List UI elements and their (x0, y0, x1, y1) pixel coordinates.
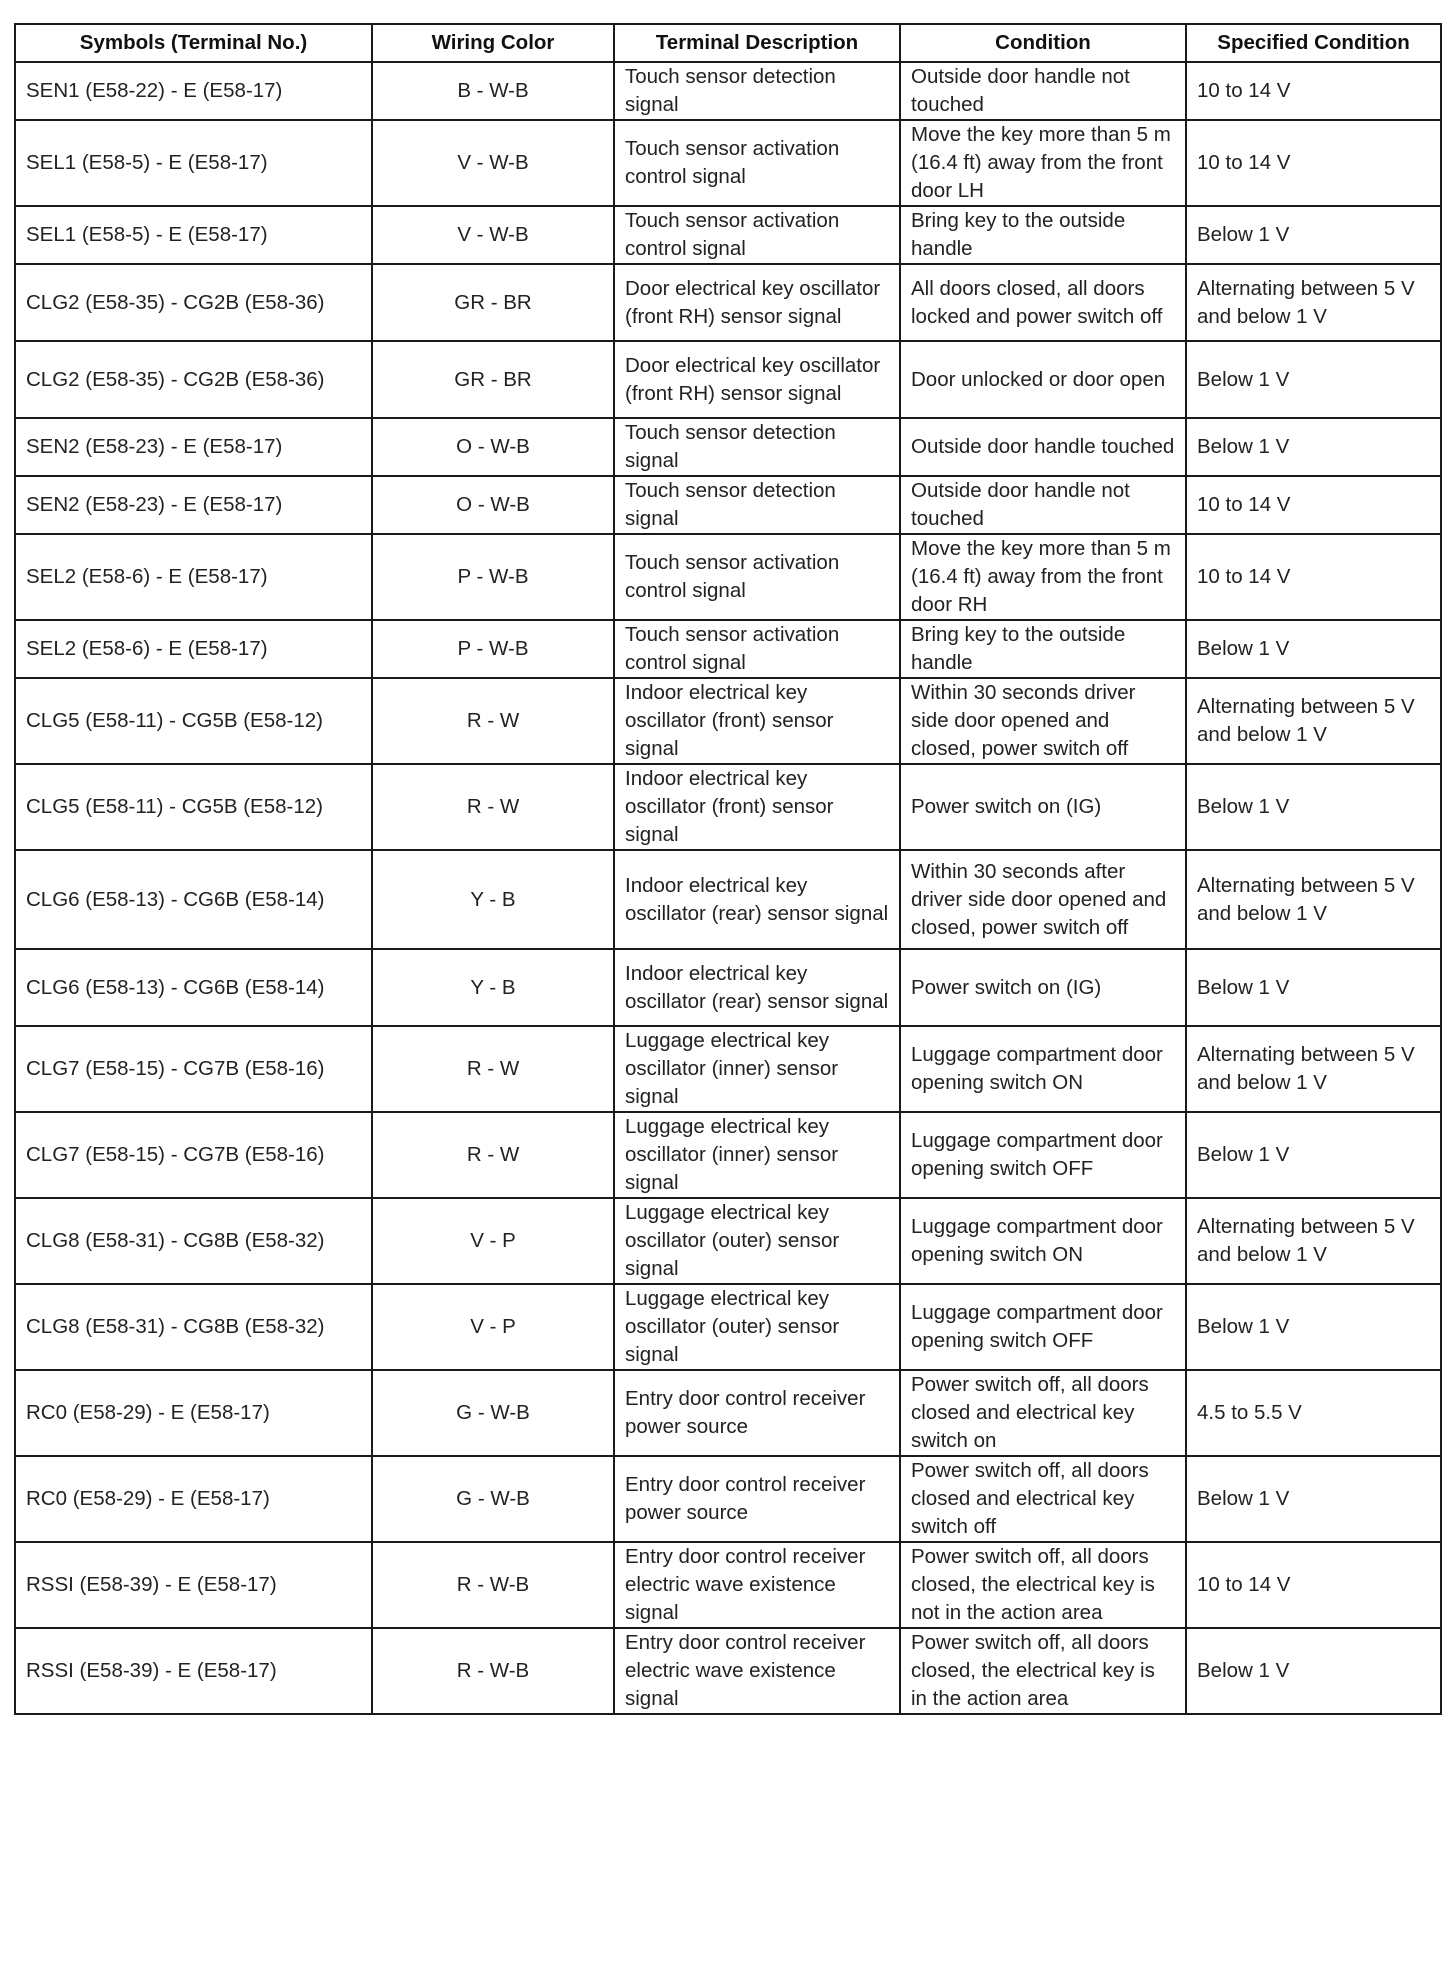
cell-specified-condition: 10 to 14 V (1186, 476, 1441, 534)
cell-wiring-color: Y - B (372, 850, 614, 949)
table-row (15, 1198, 1441, 1284)
table-row (15, 476, 1441, 534)
terminal-spec-table (14, 23, 1442, 1715)
cell-condition: Power switch on (IG) (900, 764, 1186, 850)
cell-wiring-color: GR - BR (372, 264, 614, 341)
cell-condition: Within 30 seconds after driver side door opened and closed, power switch off (900, 850, 1186, 949)
cell-specified-condition: Below 1 V (1186, 341, 1441, 418)
cell-specified-condition: 10 to 14 V (1186, 534, 1441, 620)
cell-condition: Luggage compartment door opening switch OFF (900, 1284, 1186, 1370)
cell-symbols: RSSI (E58-39) - E (E58-17) (15, 1542, 372, 1628)
cell-symbols: CLG6 (E58-13) - CG6B (E58-14) (15, 850, 372, 949)
cell-wiring-color: O - W-B (372, 476, 614, 534)
cell-terminal-description: Luggage electrical key oscillator (inner) sensor signal (614, 1112, 900, 1198)
cell-symbols: SEL1 (E58-5) - E (E58-17) (15, 206, 372, 264)
cell-symbols: SEN2 (E58-23) - E (E58-17) (15, 418, 372, 476)
cell-terminal-description: Door electrical key oscillator (front RH) sensor signal (614, 341, 900, 418)
table-row (15, 678, 1441, 764)
cell-condition: Power switch on (IG) (900, 949, 1186, 1026)
cell-wiring-color: B - W-B (372, 62, 614, 120)
cell-specified-condition: Alternating between 5 V and below 1 V (1186, 264, 1441, 341)
cell-terminal-description: Touch sensor activation control signal (614, 534, 900, 620)
cell-specified-condition: Below 1 V (1186, 620, 1441, 678)
table-header (15, 24, 1441, 62)
cell-terminal-description: Entry door control receiver power source (614, 1370, 900, 1456)
header-wiring-color: Wiring Color (372, 24, 614, 62)
cell-symbols: CLG5 (E58-11) - CG5B (E58-12) (15, 678, 372, 764)
cell-symbols: RSSI (E58-39) - E (E58-17) (15, 1628, 372, 1714)
cell-symbols: SEL2 (E58-6) - E (E58-17) (15, 534, 372, 620)
cell-wiring-color: V - W-B (372, 120, 614, 206)
table-row (15, 206, 1441, 264)
cell-symbols: SEN1 (E58-22) - E (E58-17) (15, 62, 372, 120)
cell-terminal-description: Indoor electrical key oscillator (front) sensor signal (614, 764, 900, 850)
cell-specified-condition: 10 to 14 V (1186, 120, 1441, 206)
cell-condition: All doors closed, all doors locked and power switch off (900, 264, 1186, 341)
cell-terminal-description: Luggage electrical key oscillator (inner) sensor signal (614, 1026, 900, 1112)
cell-terminal-description: Touch sensor activation control signal (614, 620, 900, 678)
cell-wiring-color: Y - B (372, 949, 614, 1026)
cell-condition: Power switch off, all doors closed and electrical key switch off (900, 1456, 1186, 1542)
cell-symbols: CLG2 (E58-35) - CG2B (E58-36) (15, 341, 372, 418)
table-row (15, 1112, 1441, 1198)
terminal-spec-sheet (14, 23, 1440, 1715)
cell-terminal-description: Indoor electrical key oscillator (rear) sensor signal (614, 850, 900, 949)
cell-wiring-color: G - W-B (372, 1370, 614, 1456)
cell-condition: Luggage compartment door opening switch ON (900, 1198, 1186, 1284)
cell-condition: Power switch off, all doors closed, the electrical key is not in the action area (900, 1542, 1186, 1628)
cell-condition: Outside door handle touched (900, 418, 1186, 476)
cell-wiring-color: V - P (372, 1198, 614, 1284)
table-row (15, 62, 1441, 120)
table-row (15, 949, 1441, 1026)
cell-terminal-description: Indoor electrical key oscillator (front) sensor signal (614, 678, 900, 764)
cell-condition: Bring key to the outside handle (900, 620, 1186, 678)
table-row (15, 1542, 1441, 1628)
cell-condition: Within 30 seconds driver side door opened and closed, power switch off (900, 678, 1186, 764)
cell-symbols: CLG8 (E58-31) - CG8B (E58-32) (15, 1284, 372, 1370)
cell-specified-condition: 10 to 14 V (1186, 62, 1441, 120)
cell-specified-condition: Alternating between 5 V and below 1 V (1186, 850, 1441, 949)
table-row (15, 1628, 1441, 1714)
cell-condition: Bring key to the outside handle (900, 206, 1186, 264)
cell-symbols: CLG7 (E58-15) - CG7B (E58-16) (15, 1026, 372, 1112)
table-row (15, 1026, 1441, 1112)
cell-condition: Outside door handle not touched (900, 62, 1186, 120)
table-row (15, 1370, 1441, 1456)
cell-wiring-color: R - W (372, 764, 614, 850)
cell-condition: Luggage compartment door opening switch OFF (900, 1112, 1186, 1198)
cell-symbols: CLG5 (E58-11) - CG5B (E58-12) (15, 764, 372, 850)
table-row (15, 418, 1441, 476)
cell-wiring-color: GR - BR (372, 341, 614, 418)
cell-wiring-color: P - W-B (372, 620, 614, 678)
cell-condition: Luggage compartment door opening switch ON (900, 1026, 1186, 1112)
table-row (15, 341, 1441, 418)
cell-condition: Move the key more than 5 m (16.4 ft) away from the front door LH (900, 120, 1186, 206)
cell-wiring-color: R - W (372, 1112, 614, 1198)
cell-condition: Outside door handle not touched (900, 476, 1186, 534)
cell-specified-condition: Below 1 V (1186, 1628, 1441, 1714)
cell-wiring-color: R - W (372, 1026, 614, 1112)
cell-symbols: CLG2 (E58-35) - CG2B (E58-36) (15, 264, 372, 341)
table-row (15, 620, 1441, 678)
cell-terminal-description: Entry door control receiver power source (614, 1456, 900, 1542)
cell-wiring-color: R - W-B (372, 1542, 614, 1628)
cell-condition: Door unlocked or door open (900, 341, 1186, 418)
cell-symbols: SEL1 (E58-5) - E (E58-17) (15, 120, 372, 206)
cell-symbols: CLG7 (E58-15) - CG7B (E58-16) (15, 1112, 372, 1198)
cell-wiring-color: V - W-B (372, 206, 614, 264)
cell-terminal-description: Indoor electrical key oscillator (rear) sensor signal (614, 949, 900, 1026)
cell-condition: Move the key more than 5 m (16.4 ft) away from the front door RH (900, 534, 1186, 620)
cell-terminal-description: Touch sensor detection signal (614, 418, 900, 476)
table-row (15, 1456, 1441, 1542)
cell-wiring-color: V - P (372, 1284, 614, 1370)
cell-wiring-color: P - W-B (372, 534, 614, 620)
cell-terminal-description: Touch sensor activation control signal (614, 120, 900, 206)
table-row (15, 534, 1441, 620)
cell-terminal-description: Entry door control receiver electric wave existence signal (614, 1628, 900, 1714)
cell-specified-condition: Below 1 V (1186, 418, 1441, 476)
header-row (15, 24, 1441, 62)
table-row (15, 850, 1441, 949)
table-row (15, 264, 1441, 341)
cell-terminal-description: Touch sensor detection signal (614, 476, 900, 534)
cell-specified-condition: 10 to 14 V (1186, 1542, 1441, 1628)
header-specified-condition: Specified Condition (1186, 24, 1441, 62)
cell-wiring-color: G - W-B (372, 1456, 614, 1542)
cell-terminal-description: Touch sensor detection signal (614, 62, 900, 120)
cell-condition: Power switch off, all doors closed, the electrical key is in the action area (900, 1628, 1186, 1714)
cell-terminal-description: Luggage electrical key oscillator (outer) sensor signal (614, 1284, 900, 1370)
cell-wiring-color: O - W-B (372, 418, 614, 476)
cell-symbols: CLG6 (E58-13) - CG6B (E58-14) (15, 949, 372, 1026)
table-row (15, 1284, 1441, 1370)
cell-specified-condition: Below 1 V (1186, 1112, 1441, 1198)
cell-symbols: RC0 (E58-29) - E (E58-17) (15, 1370, 372, 1456)
table-body (15, 62, 1441, 1714)
header-terminal-description: Terminal Description (614, 24, 900, 62)
cell-specified-condition: Below 1 V (1186, 949, 1441, 1026)
cell-wiring-color: R - W-B (372, 1628, 614, 1714)
cell-specified-condition: 4.5 to 5.5 V (1186, 1370, 1441, 1456)
header-condition: Condition (900, 24, 1186, 62)
cell-specified-condition: Below 1 V (1186, 1284, 1441, 1370)
cell-symbols: CLG8 (E58-31) - CG8B (E58-32) (15, 1198, 372, 1284)
cell-specified-condition: Below 1 V (1186, 206, 1441, 264)
cell-specified-condition: Alternating between 5 V and below 1 V (1186, 1198, 1441, 1284)
cell-symbols: SEL2 (E58-6) - E (E58-17) (15, 620, 372, 678)
cell-specified-condition: Alternating between 5 V and below 1 V (1186, 1026, 1441, 1112)
cell-terminal-description: Entry door control receiver electric wave existence signal (614, 1542, 900, 1628)
cell-terminal-description: Luggage electrical key oscillator (outer) sensor signal (614, 1198, 900, 1284)
cell-symbols: SEN2 (E58-23) - E (E58-17) (15, 476, 372, 534)
header-symbols: Symbols (Terminal No.) (15, 24, 372, 62)
cell-specified-condition: Below 1 V (1186, 764, 1441, 850)
cell-condition: Power switch off, all doors closed and electrical key switch on (900, 1370, 1186, 1456)
table-row (15, 120, 1441, 206)
cell-terminal-description: Door electrical key oscillator (front RH) sensor signal (614, 264, 900, 341)
cell-specified-condition: Below 1 V (1186, 1456, 1441, 1542)
table-row (15, 764, 1441, 850)
cell-symbols: RC0 (E58-29) - E (E58-17) (15, 1456, 372, 1542)
cell-wiring-color: R - W (372, 678, 614, 764)
cell-specified-condition: Alternating between 5 V and below 1 V (1186, 678, 1441, 764)
cell-terminal-description: Touch sensor activation control signal (614, 206, 900, 264)
